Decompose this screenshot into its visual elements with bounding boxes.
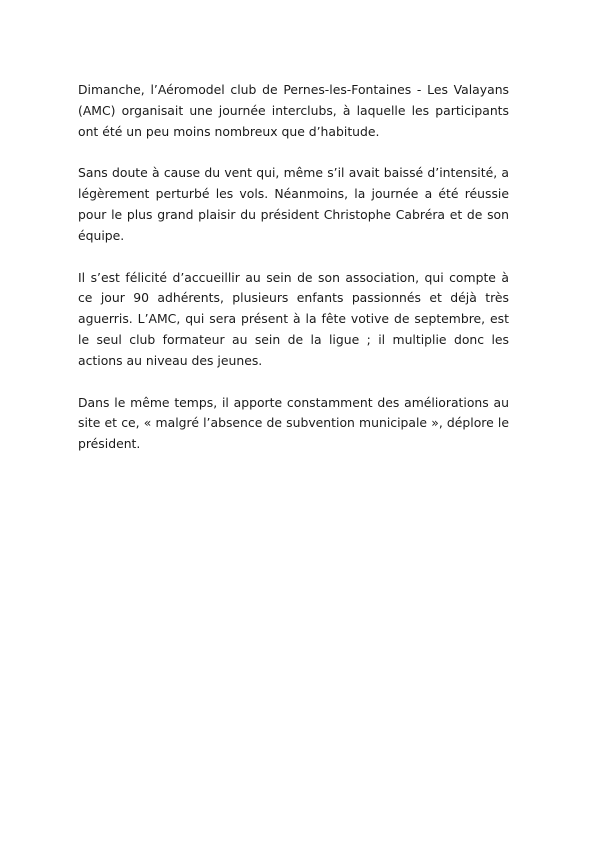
article-body — [78, 80, 509, 476]
paragraph-2: Sans doute à cause du vent qui, même s’il avait baissé d’intensité, a légèrement perturbé les vols. Néanmoins, la journée a été réussie pour le plus grand plaisir du président Christophe Cabréra et de son équipe. — [78, 165, 509, 243]
paragraph-4: Dans le même temps, il apporte constamment des améliorations au site et ce, « malgré l’absence de subvention municipale », déplore le président. — [78, 394, 509, 452]
paragraph-3: Il s’est félicité d’accueillir au sein de son association, qui compte à ce jour 90 adhérents, plusieurs enfants passionnés et déjà très aguerris. L’AMC, qui sera présent à la fête votive de septembre, est le seul club formateur au sein de la ligue ; il multiplie donc les actions au niveau des jeunes. — [78, 269, 509, 368]
paragraph-1: Dimanche, l’Aéromodel club de Pernes-les-Fontaines - Les Valayans (AMC) organisait une journée interclubs, à laquelle les participants ont été un peu moins nombreux que d’habitude. — [78, 82, 509, 139]
